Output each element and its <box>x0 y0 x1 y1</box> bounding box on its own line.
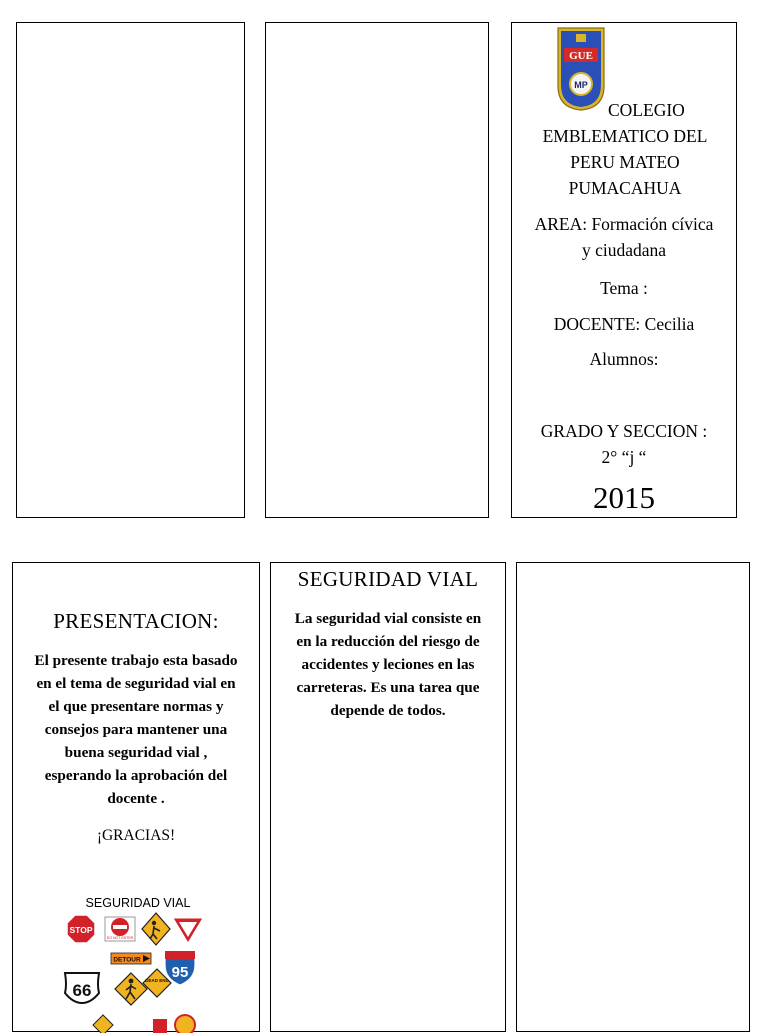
seguridad-vial-line: La seguridad vial consiste en <box>294 610 482 627</box>
svg-text:MP: MP <box>574 80 588 90</box>
presentation-title: PRESENTACION: <box>53 609 219 633</box>
seguridad-vial-title: SEGURIDAD VIAL <box>297 567 479 591</box>
do-not-enter-sign-icon <box>105 917 135 941</box>
signs-caption: SEGURIDAD VIAL <box>85 896 191 910</box>
grado-seccion-label <box>516 418 732 470</box>
interstate-95-sign-icon <box>165 951 195 985</box>
presentation-line: consejos para mantener una <box>44 721 228 738</box>
seguridad-vial-line: en la reducción del riesgo de <box>296 633 480 650</box>
pedestrian-crossing-sign-icon <box>115 973 147 1005</box>
brochure-panel-top-left <box>16 22 245 518</box>
school-name <box>522 97 728 201</box>
area-line-1: AREA: Formación cívica <box>534 214 714 234</box>
school-name-line-4: PUMACAHUA <box>568 178 682 198</box>
detour-sign-icon <box>111 953 151 964</box>
yield-sign-icon <box>173 918 203 943</box>
grado-line-1: GRADO Y SECCION : <box>540 421 708 441</box>
docente-label: DOCENTE: Cecilia <box>553 314 695 334</box>
presentation-line: en el tema de seguridad vial en <box>36 675 236 692</box>
grado-line-2: 2° “j “ <box>601 447 647 467</box>
presentation-body <box>19 649 253 810</box>
school-name-line-1: COLEGIO <box>608 100 685 120</box>
thanks-text: ¡GRACIAS! <box>96 827 176 844</box>
area-label <box>516 211 732 263</box>
seguridad-vial-panel <box>270 562 506 1032</box>
cover-content <box>512 23 736 517</box>
svg-text:STOP: STOP <box>69 925 93 935</box>
brochure-panel-top-middle <box>265 22 489 518</box>
school-name-line-3: PERU MATEO <box>570 152 680 172</box>
partial-signs-icon <box>93 1015 195 1033</box>
presentation-line: buena seguridad vial , <box>64 744 208 761</box>
presentation-line: docente . <box>107 790 165 807</box>
stop-sign-icon <box>67 915 95 943</box>
presentation-panel <box>12 562 260 1032</box>
route-66-sign-icon <box>65 973 99 1003</box>
svg-text:66: 66 <box>72 981 92 1000</box>
presentation-line: el que presentare normas y <box>48 698 224 715</box>
seguridad-vial-body <box>277 607 499 722</box>
cover-panel <box>511 22 737 518</box>
alumnos-label: Alumnos: <box>589 349 659 369</box>
svg-text:DETOUR: DETOUR <box>113 956 141 964</box>
svg-text:GUE: GUE <box>569 50 593 62</box>
brochure-panel-bottom-right <box>516 562 750 1032</box>
svg-text:95: 95 <box>171 964 189 981</box>
svg-text:DO NOT ENTER: DO NOT ENTER <box>106 936 134 940</box>
presentation-line: esperando la aprobación del <box>44 767 228 784</box>
area-line-2: y ciudadana <box>581 240 667 260</box>
road-work-sign-icon <box>142 913 170 945</box>
road-signs-illustration <box>53 893 223 1033</box>
tema-label: Tema : <box>600 278 648 298</box>
school-name-line-2: EMBLEMATICO DEL <box>542 126 708 146</box>
year-label: 2015 <box>593 480 655 515</box>
seguridad-vial-line: carreteras. Es una tarea que <box>296 679 480 696</box>
presentation-line: El presente trabajo esta basado <box>34 652 238 669</box>
seguridad-vial-line: depende de todos. <box>330 702 446 719</box>
seguridad-vial-line: accidentes y leciones en las <box>301 656 475 673</box>
svg-text:DEAD END: DEAD END <box>145 978 169 983</box>
